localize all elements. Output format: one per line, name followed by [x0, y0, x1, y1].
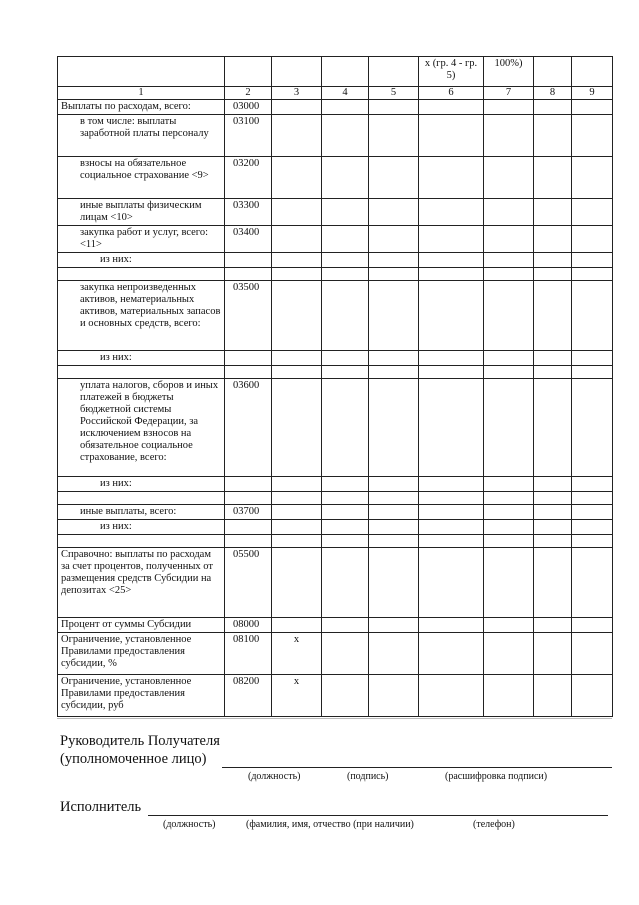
row-code: 03500	[225, 281, 272, 351]
data-cell	[484, 281, 534, 351]
data-cell	[572, 379, 613, 477]
data-cell	[534, 505, 572, 520]
data-cell	[369, 199, 419, 226]
row-label: взносы на обязательное социальное страхование <9>	[58, 157, 225, 199]
data-cell	[419, 548, 484, 618]
data-cell	[369, 100, 419, 115]
data-cell	[534, 492, 572, 505]
data-cell	[272, 281, 322, 351]
data-cell	[572, 115, 613, 157]
data-cell	[369, 268, 419, 281]
data-cell	[322, 157, 369, 199]
data-cell	[534, 268, 572, 281]
data-cell	[58, 366, 225, 379]
head-caption-signature: (подпись)	[347, 771, 389, 782]
data-cell	[369, 505, 419, 520]
data-cell	[572, 199, 613, 226]
data-cell	[419, 268, 484, 281]
data-cell	[534, 535, 572, 548]
row-label: Справочно: выплаты по расходам за счет процентов, полученных от размещения средств Субсидии на депозитах <25>	[58, 548, 225, 618]
row-code: 03200	[225, 157, 272, 199]
data-cell	[369, 366, 419, 379]
data-cell	[322, 535, 369, 548]
data-cell	[419, 520, 484, 535]
header-cell-6: х (гр. 4 - гр. 5)	[419, 57, 484, 87]
data-cell	[484, 520, 534, 535]
data-cell	[369, 157, 419, 199]
data-cell	[369, 477, 419, 492]
data-cell	[419, 675, 484, 717]
header-cell-4	[322, 57, 369, 87]
row-label: Процент от суммы Субсидии	[58, 618, 225, 633]
data-cell	[419, 253, 484, 268]
column-number: 2	[225, 87, 272, 100]
header-cell-9	[572, 57, 613, 87]
table-row	[58, 675, 613, 717]
data-cell	[572, 366, 613, 379]
data-cell	[272, 379, 322, 477]
header-cell-7: 100%)	[484, 57, 534, 87]
column-number: 5	[369, 87, 419, 100]
data-cell	[322, 618, 369, 633]
header-cell-3	[272, 57, 322, 87]
table-row	[58, 253, 613, 268]
data-cell	[58, 268, 225, 281]
data-cell	[484, 199, 534, 226]
data-cell	[419, 379, 484, 477]
data-cell	[534, 618, 572, 633]
data-cell	[572, 535, 613, 548]
data-cell	[419, 115, 484, 157]
data-cell	[484, 157, 534, 199]
data-cell	[419, 535, 484, 548]
data-cell	[534, 548, 572, 618]
data-cell	[369, 492, 419, 505]
data-cell	[322, 366, 369, 379]
table-row	[58, 505, 613, 520]
row-code: 05500	[225, 548, 272, 618]
table-row	[58, 157, 613, 199]
data-cell	[534, 115, 572, 157]
data-cell	[419, 366, 484, 379]
data-cell	[484, 366, 534, 379]
data-cell	[272, 351, 322, 366]
data-cell	[272, 535, 322, 548]
data-cell	[369, 675, 419, 717]
data-cell	[322, 351, 369, 366]
exec-caption-phone: (телефон)	[473, 819, 515, 830]
header-cell-5	[369, 57, 419, 87]
data-cell	[272, 520, 322, 535]
header-cell-2	[225, 57, 272, 87]
table-row	[58, 548, 613, 618]
data-cell	[225, 477, 272, 492]
data-cell	[369, 226, 419, 253]
data-cell	[419, 100, 484, 115]
data-cell	[419, 226, 484, 253]
data-cell	[419, 157, 484, 199]
data-cell	[419, 477, 484, 492]
data-cell	[369, 379, 419, 477]
data-cell	[369, 633, 419, 675]
executor-label: Исполнитель	[60, 799, 142, 815]
column-number-row	[58, 87, 613, 100]
report-table	[57, 56, 613, 717]
data-cell	[484, 505, 534, 520]
data-cell	[484, 100, 534, 115]
data-cell	[534, 157, 572, 199]
data-cell	[322, 199, 369, 226]
data-cell	[322, 281, 369, 351]
x-mark: х	[272, 675, 322, 717]
table-row	[58, 351, 613, 366]
data-cell	[572, 281, 613, 351]
data-cell	[369, 115, 419, 157]
data-cell	[58, 492, 225, 505]
data-cell	[572, 675, 613, 717]
data-cell	[484, 226, 534, 253]
row-code: 08000	[225, 618, 272, 633]
data-cell	[272, 115, 322, 157]
column-number: 6	[419, 87, 484, 100]
table-row	[58, 199, 613, 226]
head-title: Руководитель Получателя	[60, 733, 220, 749]
data-cell	[322, 268, 369, 281]
data-cell	[484, 548, 534, 618]
column-number: 7	[484, 87, 534, 100]
data-cell	[322, 226, 369, 253]
data-cell	[272, 477, 322, 492]
data-cell	[272, 366, 322, 379]
data-cell	[534, 281, 572, 351]
column-number: 3	[272, 87, 322, 100]
data-cell	[572, 268, 613, 281]
table-row	[58, 379, 613, 477]
data-cell	[272, 157, 322, 199]
data-cell	[419, 281, 484, 351]
row-code: 03400	[225, 226, 272, 253]
data-cell	[572, 492, 613, 505]
head-caption-decoding: (расшифровка подписи)	[445, 771, 548, 782]
data-cell	[369, 548, 419, 618]
row-code: 08200	[225, 675, 272, 717]
column-number: 8	[534, 87, 572, 100]
row-code: 08100	[225, 633, 272, 675]
data-cell	[534, 520, 572, 535]
row-label: из них:	[58, 520, 225, 535]
data-cell	[272, 199, 322, 226]
row-label: Ограничение, установленное Правилами предоставления субсидии, руб	[58, 675, 225, 717]
executor-signature-line	[148, 815, 608, 816]
data-cell	[419, 505, 484, 520]
data-cell	[322, 505, 369, 520]
data-cell	[484, 115, 534, 157]
header-cell-1	[58, 57, 225, 87]
header-row	[58, 57, 613, 87]
row-label: закупка работ и услуг, всего: <11>	[58, 226, 225, 253]
data-cell	[484, 633, 534, 675]
data-cell	[225, 535, 272, 548]
data-cell	[484, 253, 534, 268]
data-cell	[225, 520, 272, 535]
data-cell	[534, 675, 572, 717]
data-cell	[534, 351, 572, 366]
data-cell	[419, 492, 484, 505]
data-cell	[322, 675, 369, 717]
data-cell	[484, 268, 534, 281]
data-cell	[369, 535, 419, 548]
head-signature-line	[222, 767, 612, 768]
data-cell	[225, 366, 272, 379]
data-cell	[484, 492, 534, 505]
data-cell	[322, 492, 369, 505]
data-cell	[322, 115, 369, 157]
header-cell-8	[534, 57, 572, 87]
row-label: закупка непроизведенных активов, нематериальных активов, материальных запасов и основных средств, всего:	[58, 281, 225, 351]
data-cell	[572, 351, 613, 366]
x-mark: х	[272, 633, 322, 675]
data-cell	[322, 100, 369, 115]
row-code: 03700	[225, 505, 272, 520]
row-label: Выплаты по расходам, всего:	[58, 100, 225, 115]
data-cell	[534, 366, 572, 379]
row-code: 03000	[225, 100, 272, 115]
data-cell	[272, 268, 322, 281]
data-cell	[572, 548, 613, 618]
data-cell	[272, 505, 322, 520]
table-row	[58, 477, 613, 492]
table-row	[58, 535, 613, 548]
column-number: 9	[572, 87, 613, 100]
row-label: иные выплаты физическим лицам <10>	[58, 199, 225, 226]
data-cell	[369, 351, 419, 366]
row-label: из них:	[58, 253, 225, 268]
data-cell	[572, 253, 613, 268]
column-number: 1	[58, 87, 225, 100]
data-cell	[484, 535, 534, 548]
data-cell	[225, 253, 272, 268]
data-cell	[572, 633, 613, 675]
data-cell	[572, 505, 613, 520]
data-cell	[484, 477, 534, 492]
data-cell	[58, 535, 225, 548]
row-label: иные выплаты, всего:	[58, 505, 225, 520]
column-number: 4	[322, 87, 369, 100]
exec-caption-name: (фамилия, имя, отчество (при наличии)	[246, 819, 414, 830]
data-cell	[534, 379, 572, 477]
row-label: из них:	[58, 477, 225, 492]
table-row	[58, 268, 613, 281]
data-cell	[572, 226, 613, 253]
data-cell	[484, 618, 534, 633]
data-cell	[419, 199, 484, 226]
data-cell	[484, 379, 534, 477]
data-cell	[572, 157, 613, 199]
data-cell	[272, 492, 322, 505]
table-row	[58, 492, 613, 505]
head-caption-position: (должность)	[248, 771, 301, 782]
data-cell	[572, 477, 613, 492]
data-cell	[322, 253, 369, 268]
data-cell	[272, 253, 322, 268]
data-cell	[419, 633, 484, 675]
data-cell	[534, 633, 572, 675]
data-cell	[322, 633, 369, 675]
data-cell	[322, 548, 369, 618]
divider	[57, 718, 612, 719]
data-cell	[572, 618, 613, 633]
data-cell	[534, 100, 572, 115]
data-cell	[225, 268, 272, 281]
data-cell	[272, 618, 322, 633]
data-cell	[534, 226, 572, 253]
data-cell	[419, 351, 484, 366]
row-code: 03300	[225, 199, 272, 226]
table-row	[58, 115, 613, 157]
row-code: 03100	[225, 115, 272, 157]
data-cell	[272, 548, 322, 618]
data-cell	[322, 520, 369, 535]
table-row	[58, 633, 613, 675]
data-cell	[572, 100, 613, 115]
exec-caption-position: (должность)	[163, 819, 216, 830]
data-cell	[369, 253, 419, 268]
data-cell	[369, 281, 419, 351]
data-cell	[484, 351, 534, 366]
table-row	[58, 226, 613, 253]
data-cell	[534, 477, 572, 492]
data-cell	[322, 477, 369, 492]
table-row	[58, 618, 613, 633]
data-cell	[534, 199, 572, 226]
data-cell	[225, 492, 272, 505]
data-cell	[484, 675, 534, 717]
head-subtitle: (уполномоченное лицо)	[60, 751, 207, 767]
data-cell	[272, 226, 322, 253]
data-cell	[369, 520, 419, 535]
data-cell	[322, 379, 369, 477]
table-row	[58, 100, 613, 115]
table-row	[58, 281, 613, 351]
row-label: Ограничение, установленное Правилами предоставления субсидии, %	[58, 633, 225, 675]
row-code: 03600	[225, 379, 272, 477]
row-label: в том числе: выплаты заработной платы персоналу	[58, 115, 225, 157]
data-cell	[534, 253, 572, 268]
data-cell	[419, 618, 484, 633]
row-label: уплата налогов, сборов и иных платежей в бюджеты бюджетной системы Российской Федерации, за исключением взносов на обязательное социальное страхование, всего:	[58, 379, 225, 477]
data-cell	[272, 100, 322, 115]
table-row	[58, 520, 613, 535]
data-cell	[572, 520, 613, 535]
data-cell	[369, 618, 419, 633]
data-cell	[225, 351, 272, 366]
row-label: из них:	[58, 351, 225, 366]
table-row	[58, 366, 613, 379]
